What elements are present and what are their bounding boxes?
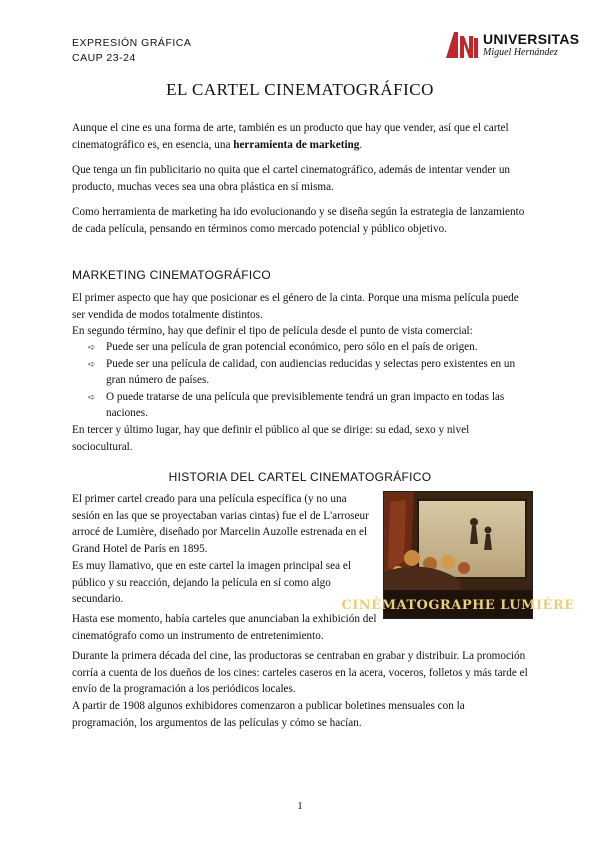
historia-paragraph-5: A partir de 1908 algunos exhibidores comenzaron a publicar boletines mensuales con la programación, los argumentos de las películas y cómo se hacían.	[72, 700, 465, 729]
historia-paragraph-2: Es muy llamativo, que en este cartel la imagen principal sea el público y su reacción, dejando la película en sí como algo secundario.	[72, 560, 351, 605]
section-heading-historia: HISTORIA DEL CARTEL CINEMATOGRÁFICO	[168, 470, 432, 484]
intro-paragraph-3: Como herramienta de marketing ha ido evolucionando y se diseña según la estrategia de lanzamiento de cada película, pensando en términos como mercado potencial y público objetivo.	[72, 206, 525, 235]
list-item	[88, 389, 530, 422]
marketing-paragraph-3: En tercer y último lugar, hay que definir el público al que se dirige: su edad, sexo y nivel sociocultural.	[72, 424, 470, 453]
list-item	[88, 356, 530, 389]
page-number: 1	[297, 800, 303, 812]
course-title: EXPRESIÓN GRÁFICA	[72, 37, 192, 49]
umh-logo-mark-icon	[445, 30, 479, 60]
historia-paragraph-4: Durante la primera década del cine, las productoras se centraban en grabar y distribuir. La promoción corría a cuenta de los dueños de los cines: carteles caseros en la acera, voceros, folletos y más tarde el envío de la programación a los periódicos locales.	[72, 650, 528, 695]
lumiere-poster-image	[341, 491, 575, 619]
arrow-bullet-icon: ➪	[88, 391, 96, 402]
section-heading-marketing: MARKETING CINEMATOGRÁFICO	[72, 268, 272, 282]
logo-subtitle: Miguel Hernández	[483, 47, 558, 58]
arrow-bullet-icon: ➪	[88, 358, 96, 369]
list-item	[88, 339, 530, 356]
university-logo	[445, 30, 580, 60]
arrow-bullet-icon: ➪	[88, 342, 96, 352]
list-item-text: O puede tratarse de una película que previsiblemente tendrá un gran impacto en todas las naciones.	[106, 390, 505, 419]
poster-illustration	[341, 492, 575, 618]
intro-text-end: .	[359, 138, 363, 151]
intro-text: Aunque el cine es una forma de arte, también es un producto que hay que vender, así que el cartel cinematográfico es, en esencia, una	[72, 122, 509, 151]
document-header	[72, 36, 191, 65]
intro-paragraph-1	[72, 120, 530, 153]
list-item-text: Puede ser una película de gran potencial económico, pero sólo en el país de origen.	[106, 341, 478, 353]
marketing-paragraph-2: En segundo término, hay que definir el tipo de película desde el punto de vista comercial:	[72, 325, 473, 337]
page-title: EL CARTEL CINEMATOGRÁFICO	[166, 80, 434, 99]
historia-paragraph-3: Hasta ese momento, había carteles que anunciaban la exhibición del cinematógrafo como un instrumento de entretenimiento.	[72, 613, 377, 642]
logo-wordmark: UNIVERSITAS	[483, 31, 580, 47]
intro-bold-text: herramienta de marketing	[233, 138, 360, 151]
poster-title-text: CINÉMATOGRAPHE LUMIÈRE	[341, 598, 575, 613]
marketing-paragraph-1: El primer aspecto que hay que posicionar es el género de la cinta. Porque una misma película puede ser vendida de modos totalmente distintos.	[72, 292, 519, 321]
commercial-type-list	[88, 339, 530, 422]
list-item-text: Puede ser una película de calidad, con audiencias reducidas y selectas pero existentes en un gran número de países.	[106, 357, 516, 386]
historia-paragraph-1: El primer cartel creado para una película específica (y no una sesión en las que se proyectaban varias cintas) fue el de L'arroseur arrocé de Lumière, diseñado por Marcelin Auzolle estrenada en el Grand Hotel de París en 1895.	[72, 493, 369, 555]
course-code: CAUP 23-24	[72, 51, 136, 64]
intro-paragraph-2: Que tenga un fin publicitario no quita que el cartel cinematográfico, además de intentar vender un producto, muchas veces sea una obra plástica en sí misma.	[72, 164, 511, 193]
